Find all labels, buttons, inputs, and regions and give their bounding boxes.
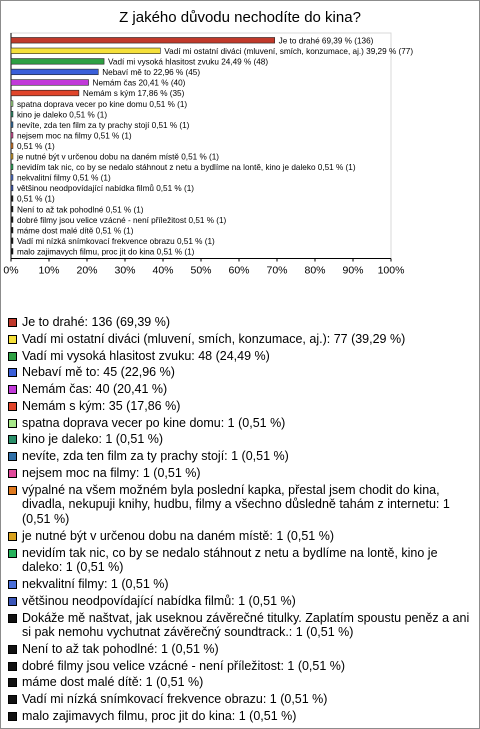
legend-item-6 [7,416,473,431]
legend-swatch-5 [8,402,17,411]
bar-19 [11,238,13,244]
bar-9 [11,132,13,138]
bar-20 [11,248,13,254]
bar-0 [11,37,275,43]
legend-text-8: nevíte, zda ten film za ty prachy stojí: 1 (0,51 %) [22,449,289,464]
legend-text-13: nekvalitní filmy: 1 (0,51 %) [22,576,169,591]
bar-plot [1,1,479,311]
bar-label-17: dobré filmy jsou velice vzácné - není příležitost 0,51 % (1) [16,215,227,225]
legend-text-10: výpalné na všem možném byla poslední kapka, přestal jsem chodit do kina, divadla, nekupuji knihy, hudbu, filmy a všechno důsledně tahám z internetu: 1 (0,51 %) [22,482,450,526]
legend-item-0 [7,315,473,330]
legend-item-17 [7,659,473,674]
legend-text-17: dobré filmy jsou velice vzácné - není příležitost: 1 (0,51 %) [22,658,346,673]
bar-label-4: Nemám čas 20,41 % (40) [92,78,186,88]
legend-swatch-12 [8,549,17,558]
bar-4 [11,80,89,86]
legend-swatch-17 [8,662,17,671]
legend-item-11 [7,529,473,544]
legend-swatch-14 [8,597,17,606]
bar-label-13: nekvalitní filmy 0,51 % (1) [16,173,111,183]
legend-item-14 [7,594,473,609]
legend-swatch-8 [8,452,17,461]
legend-text-5: Nemám s kým: 35 (17,86 %) [22,398,181,413]
x-tick-label-3: 30% [114,264,136,277]
bar-5 [11,90,79,96]
legend-text-4: Nemám čas: 40 (20,41 %) [22,382,168,397]
legend-text-7: kino je daleko: 1 (0,51 %) [22,432,164,447]
legend-swatch-1 [8,335,17,344]
bar-6 [11,101,13,107]
legend-item-16 [7,642,473,657]
legend-text-15: Dokáže mě naštvat, jak useknou závěrečné titulky. Zaplatím spoustu peněz a ani si pak nemohu vychutnat závěrečný soundtrack.: 1 (0,51 %) [22,610,470,640]
bar-8 [11,122,13,128]
legend-item-5 [7,399,473,414]
legend-text-16: Není to až tak pohodlné: 1 (0,51 %) [22,641,219,656]
legend-text-0: Je to drahé: 136 (69,39 %) [22,315,171,329]
legend-swatch-19 [8,695,17,704]
x-tick-label-10: 100% [377,264,405,277]
legend-swatch-15 [8,614,17,623]
bar-14 [11,185,13,191]
legend-text-19: Vadí mi nízká snímkovací frekvence obrazu: 1 (0,51 %) [22,692,328,707]
x-tick-label-1: 10% [38,264,60,277]
legend-item-19 [7,692,473,707]
bar-label-19: Vadí mi nízká snímkovací frekvence obrazu 0,51 % (1) [16,236,215,246]
bar-label-15: 0,51 % (1) [16,194,55,204]
bar-label-6: spatna doprava vecer po kine domu 0,51 % (1) [16,99,188,109]
bar-label-8: nevíte, zda ten film za ty prachy stojí 0,51 % (1) [16,120,190,130]
legend-swatch-7 [8,435,17,444]
x-tick-label-8: 80% [304,264,326,277]
legend-text-9: nejsem moc na filmy: 1 (0,51 %) [22,466,201,481]
bar-label-9: nejsem moc na filmy 0,51 % (1) [16,131,132,141]
bar-17 [11,217,13,223]
bar-label-10: 0,51 % (1) [16,141,55,151]
legend-text-1: Vadí mi ostatní diváci (mluvení, smích, konzumace, aj.): 77 (39,29 %) [22,331,406,346]
legend-swatch-3 [8,368,17,377]
x-tick-label-9: 90% [342,264,364,277]
bar-label-0: Je to drahé 69,39 % (136) [278,36,374,46]
bar-13 [11,175,13,181]
legend-text-18: máme dost malé dítě: 1 (0,51 %) [22,675,204,690]
legend-text-20: malo zajimavych filmu, proc jit do kina: 1 (0,51 %) [22,709,297,723]
bar-label-5: Nemám s kým 17,86 % (35) [82,89,185,99]
x-tick-label-5: 50% [190,264,212,277]
bar-16 [11,206,13,212]
legend-item-1 [7,332,473,347]
legend-item-3 [7,365,473,380]
legend-swatch-13 [8,580,17,589]
bar-7 [11,111,13,117]
legend-text-11: je nutné být v určenou dobu na daném místě: 1 (0,51 %) [22,528,334,543]
bar-label-7: kino je daleko 0,51 % (1) [16,110,108,120]
bar-label-11: je nutné být v určenou dobu na daném místě 0,51 % (1) [16,152,220,162]
bar-label-1: Vadí mi ostatní diváci (mluvení, smích, konzumace, aj.) 39,29 % (77) [164,47,414,57]
legend-item-18 [7,675,473,690]
bar-label-20: malo zajimavych filmu, proc jit do kina 0,51 % (1) [16,247,195,257]
bar-label-2: Vadí mi vysoká hlasitost zvuku 24,49 % (48) [108,57,269,67]
legend-text-2: Vadí mi vysoká hlasitost zvuku: 48 (24,49 %) [22,348,270,363]
legend-item-13 [7,577,473,592]
x-tick-label-0: 0% [3,264,19,277]
legend-text-6: spatna doprava vecer po kine domu: 1 (0,51 %) [22,415,286,430]
x-tick-label-6: 60% [228,264,250,277]
legend-item-20 [7,709,473,724]
bar-3 [11,69,98,75]
bar-label-18: máme dost malé dítě 0,51 % (1) [16,226,134,236]
chart-title: Z jakého důvodu nechodíte do kina? [119,9,361,26]
legend-swatch-9 [8,469,17,478]
legend-item-4 [7,382,473,397]
legend-item-9 [7,466,473,481]
legend-item-12 [7,546,473,575]
legend-swatch-11 [8,532,17,541]
legend-text-3: Nebaví mě to: 45 (22,96 %) [22,365,175,380]
legend-swatch-4 [8,385,17,394]
legend [7,315,473,726]
legend-swatch-20 [8,712,17,721]
bar-15 [11,196,13,202]
bar-label-14: většinou neodpovídající nabídka filmů 0,51 % (1) [16,184,194,194]
x-tick-label-2: 20% [76,264,98,277]
legend-text-12: nevidím tak nic, co by se nedalo stáhnout z netu a bydlíme na lontě, kino je daleko: 1 (0,51 %) [22,545,438,575]
x-tick-label-4: 40% [152,264,174,277]
legend-swatch-16 [8,645,17,654]
legend-swatch-10 [8,486,17,495]
bar-12 [11,164,13,170]
x-tick-label-7: 70% [266,264,288,277]
bar-2 [11,59,104,65]
bar-label-16: Není to až tak pohodlné 0,51 % (1) [16,205,144,215]
legend-swatch-0 [8,318,17,327]
legend-item-7 [7,432,473,447]
legend-swatch-6 [8,419,17,428]
bar-11 [11,154,13,160]
legend-item-15 [7,611,473,640]
legend-item-10 [7,483,473,527]
legend-text-14: většinou neodpovídající nabídka filmů: 1 (0,51 %) [22,593,296,608]
legend-item-8 [7,449,473,464]
bar-label-12: nevidím tak nic, co by se nedalo stáhnout z netu a bydlíme na lontě, kino je daleko 0,51 % (1) [16,163,356,173]
bar-label-3: Nebaví mě to 22,96 % (45) [102,68,201,78]
bar-1 [11,48,160,54]
bar-10 [11,143,13,149]
legend-swatch-18 [8,678,17,687]
bar-18 [11,227,13,233]
legend-item-2 [7,349,473,364]
legend-swatch-2 [8,352,17,361]
